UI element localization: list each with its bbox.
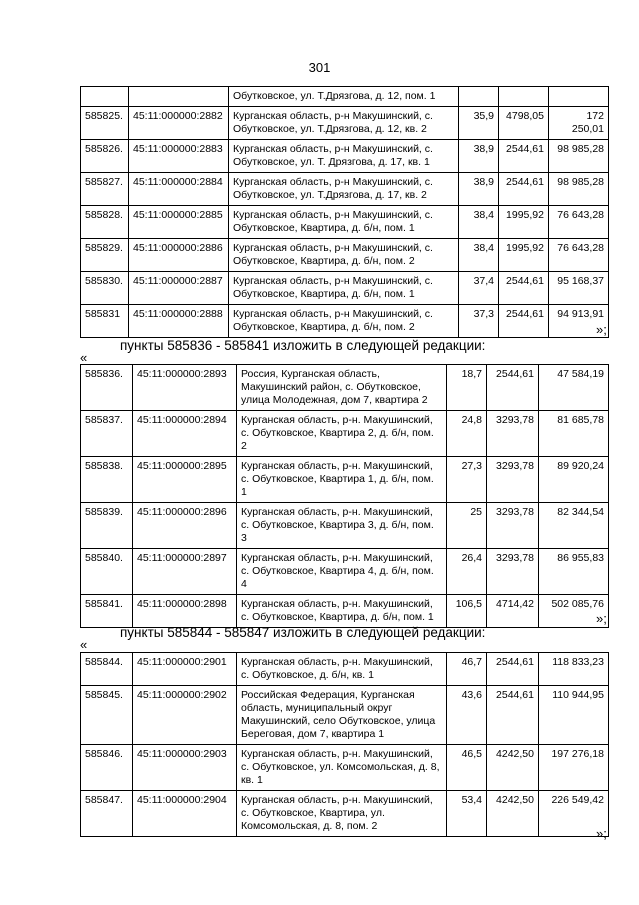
area-cell: 18,7	[447, 365, 487, 411]
row-number-cell: 585831	[81, 305, 129, 338]
amount-cell: 98 985,28	[549, 173, 609, 206]
cadastral-number-cell: 45:11:000000:2887	[129, 272, 229, 305]
amount-cell: 226 549,42	[539, 791, 609, 837]
area-cell: 38,4	[459, 206, 499, 239]
row-number-cell: 585845.	[81, 686, 133, 745]
area-cell: 37,4	[459, 272, 499, 305]
row-number-cell: 585846.	[81, 745, 133, 791]
address-cell: Курганская область, р-н. Макушинский, с. Обутковское, Квартира 1, д. б/н, пом. 1	[237, 457, 447, 503]
address-cell: Курганская область, р-н. Макушинский, с. Обутковское, Квартира 2, д. б/н, пом. 2	[237, 411, 447, 457]
closing-quote-1: »;	[596, 322, 607, 337]
amount-cell: 110 944,95	[539, 686, 609, 745]
table-row	[81, 791, 609, 837]
rate-cell: 2544,61	[487, 653, 539, 686]
amendment-intro-1: пункты 585836 - 585841 изложить в следующей редакции:	[120, 338, 486, 353]
area-cell: 25	[447, 503, 487, 549]
row-number-cell: 585844.	[81, 653, 133, 686]
rate-cell: 2544,61	[499, 140, 549, 173]
table-row	[81, 365, 609, 411]
cadastral-number-cell: 45:11:000000:2896	[133, 503, 237, 549]
amendment-intro-2: пункты 585844 - 585847 изложить в следующей редакции:	[120, 625, 486, 640]
area-cell: 27,3	[447, 457, 487, 503]
opening-quote-3: «	[80, 637, 88, 652]
row-number-cell: 585828.	[81, 206, 129, 239]
address-cell: Курганская область, р-н Макушинский, с. Обутковское, Квартира, д. б/н, пом. 1	[229, 206, 459, 239]
table-row	[81, 140, 609, 173]
rate-cell: 4798,05	[499, 107, 549, 140]
table-body	[81, 365, 609, 628]
row-number-cell: 585827.	[81, 173, 129, 206]
address-cell: Россия, Курганская область, Макушинский район, с. Обутковское, улица Молодежная, дом 7, квартира 2	[237, 365, 447, 411]
registry-table-2	[80, 364, 609, 628]
amount-cell	[549, 87, 609, 107]
cadastral-number-cell: 45:11:000000:2893	[133, 365, 237, 411]
table-row	[81, 595, 609, 628]
amount-cell: 118 833,23	[539, 653, 609, 686]
address-cell: Российская Федерация, Курганская область, муниципальный округ Макушинский, село Обутковское, улица Береговая, дом 7, квартира 1	[237, 686, 447, 745]
registry-table-3	[80, 652, 609, 837]
address-cell: Курганская область, р-н. Макушинский, с. Обутковское, Квартира, д. б/н, пом. 1	[237, 595, 447, 628]
row-number-cell: 585841.	[81, 595, 133, 628]
table-body	[81, 653, 609, 837]
cadastral-number-cell: 45:11:000000:2901	[133, 653, 237, 686]
address-cell: Курганская область, р-н Макушинский, с. Обутковское, Квартира, д. б/н, пом. 2	[229, 305, 459, 338]
address-cell: Курганская область, р-н Макушинский, с. Обутковское, ул. Т. Дрязгова, д. 17, кв. 1	[229, 140, 459, 173]
address-cell: Курганская область, р-н. Макушинский, с. Обутковское, д. б/н, кв. 1	[237, 653, 447, 686]
row-number-cell: 585838.	[81, 457, 133, 503]
table-row	[81, 87, 609, 107]
cadastral-number-cell: 45:11:000000:2903	[133, 745, 237, 791]
table-row	[81, 107, 609, 140]
cadastral-number-cell: 45:11:000000:2904	[133, 791, 237, 837]
cadastral-number-cell: 45:11:000000:2898	[133, 595, 237, 628]
rate-cell: 4242,50	[487, 791, 539, 837]
area-cell: 43,6	[447, 686, 487, 745]
area-cell: 38,4	[459, 239, 499, 272]
row-number-cell: 585839.	[81, 503, 133, 549]
amount-cell: 82 344,54	[539, 503, 609, 549]
area-cell: 38,9	[459, 173, 499, 206]
rate-cell: 1995,92	[499, 206, 549, 239]
cadastral-number-cell: 45:11:000000:2883	[129, 140, 229, 173]
address-cell: Курганская область, р-н. Макушинский, с. Обутковское, Квартира 3, д. б/н, пом. 3	[237, 503, 447, 549]
rate-cell: 3293,78	[487, 549, 539, 595]
table-row	[81, 411, 609, 457]
area-cell: 46,7	[447, 653, 487, 686]
row-number-cell: 585837.	[81, 411, 133, 457]
address-cell: Обутковское, ул. Т.Дрязгова, д. 12, пом. 1	[229, 87, 459, 107]
row-number-cell	[81, 87, 129, 107]
area-cell: 46,5	[447, 745, 487, 791]
cadastral-number-cell: 45:11:000000:2902	[133, 686, 237, 745]
table-row	[81, 745, 609, 791]
amount-cell: 94 913,91	[549, 305, 609, 338]
amount-cell: 89 920,24	[539, 457, 609, 503]
row-number-cell: 585840.	[81, 549, 133, 595]
amount-cell: 76 643,28	[549, 239, 609, 272]
cadastral-number-cell: 45:11:000000:2886	[129, 239, 229, 272]
row-number-cell: 585826.	[81, 140, 129, 173]
cadastral-number-cell: 45:11:000000:2897	[133, 549, 237, 595]
rate-cell: 2544,61	[499, 272, 549, 305]
page-number: 301	[308, 60, 331, 75]
rate-cell: 4242,50	[487, 745, 539, 791]
cadastral-number-cell: 45:11:000000:2894	[133, 411, 237, 457]
opening-quote-2: «	[80, 350, 88, 365]
table-row	[81, 239, 609, 272]
amount-cell: 95 168,37	[549, 272, 609, 305]
table-row	[81, 549, 609, 595]
cadastral-number-cell: 45:11:000000:2888	[129, 305, 229, 338]
rate-cell: 2544,61	[487, 365, 539, 411]
row-number-cell: 585836.	[81, 365, 133, 411]
address-cell: Курганская область, р-н. Макушинский, с. Обутковское, ул. Комсомольская, д. 8, кв. 1	[237, 745, 447, 791]
table-body	[81, 87, 609, 338]
address-cell: Курганская область, р-н. Макушинский, с. Обутковское, Квартира, ул. Комсомольская, д. 8, пом. 2	[237, 791, 447, 837]
cadastral-number-cell: 45:11:000000:2884	[129, 173, 229, 206]
area-cell: 24,8	[447, 411, 487, 457]
table-row	[81, 272, 609, 305]
area-cell: 26,4	[447, 549, 487, 595]
rate-cell: 3293,78	[487, 457, 539, 503]
cadastral-number-cell: 45:11:000000:2882	[129, 107, 229, 140]
address-cell: Курганская область, р-н Макушинский, с. Обутковское, Квартира, д. б/н, пом. 1	[229, 272, 459, 305]
table-row	[81, 653, 609, 686]
cadastral-number-cell	[129, 87, 229, 107]
registry-table-1	[80, 86, 609, 338]
address-cell: Курганская область, р-н Макушинский, с. Обутковское, ул. Т.Дрязгова, д. 17, кв. 2	[229, 173, 459, 206]
amount-cell: 81 685,78	[539, 411, 609, 457]
address-cell: Курганская область, р-н. Макушинский, с. Обутковское, Квартира 4, д. б/н, пом. 4	[237, 549, 447, 595]
area-cell: 53,4	[447, 791, 487, 837]
address-cell: Курганская область, р-н Макушинский, с. Обутковское, Квартира, д. б/н, пом. 2	[229, 239, 459, 272]
area-cell: 38,9	[459, 140, 499, 173]
amount-cell: 47 584,19	[539, 365, 609, 411]
area-cell: 37,3	[459, 305, 499, 338]
row-number-cell: 585847.	[81, 791, 133, 837]
table-row	[81, 503, 609, 549]
amount-cell: 76 643,28	[549, 206, 609, 239]
address-cell: Курганская область, р-н Макушинский, с. Обутковское, ул. Т.Дрязгова, д. 12, кв. 2	[229, 107, 459, 140]
rate-cell: 3293,78	[487, 503, 539, 549]
table-row	[81, 173, 609, 206]
rate-cell: 1995,92	[499, 239, 549, 272]
area-cell: 106,5	[447, 595, 487, 628]
table-row	[81, 305, 609, 338]
table-row	[81, 457, 609, 503]
table-row	[81, 686, 609, 745]
rate-cell: 2544,61	[487, 686, 539, 745]
row-number-cell: 585825.	[81, 107, 129, 140]
rate-cell: 3293,78	[487, 411, 539, 457]
rate-cell: 2544,61	[499, 173, 549, 206]
cadastral-number-cell: 45:11:000000:2895	[133, 457, 237, 503]
row-number-cell: 585829.	[81, 239, 129, 272]
amount-cell: 86 955,83	[539, 549, 609, 595]
rate-cell	[499, 87, 549, 107]
amount-cell: 502 085,76	[539, 595, 609, 628]
amount-cell: 98 985,28	[549, 140, 609, 173]
closing-quote-2: »;	[596, 611, 607, 626]
cadastral-number-cell: 45:11:000000:2885	[129, 206, 229, 239]
amount-cell: 197 276,18	[539, 745, 609, 791]
rate-cell: 4714,42	[487, 595, 539, 628]
row-number-cell: 585830.	[81, 272, 129, 305]
table-row	[81, 206, 609, 239]
closing-quote-3: »;	[596, 826, 607, 841]
area-cell	[459, 87, 499, 107]
rate-cell: 2544,61	[499, 305, 549, 338]
amount-cell: 172 250,01	[549, 107, 609, 140]
area-cell: 35,9	[459, 107, 499, 140]
